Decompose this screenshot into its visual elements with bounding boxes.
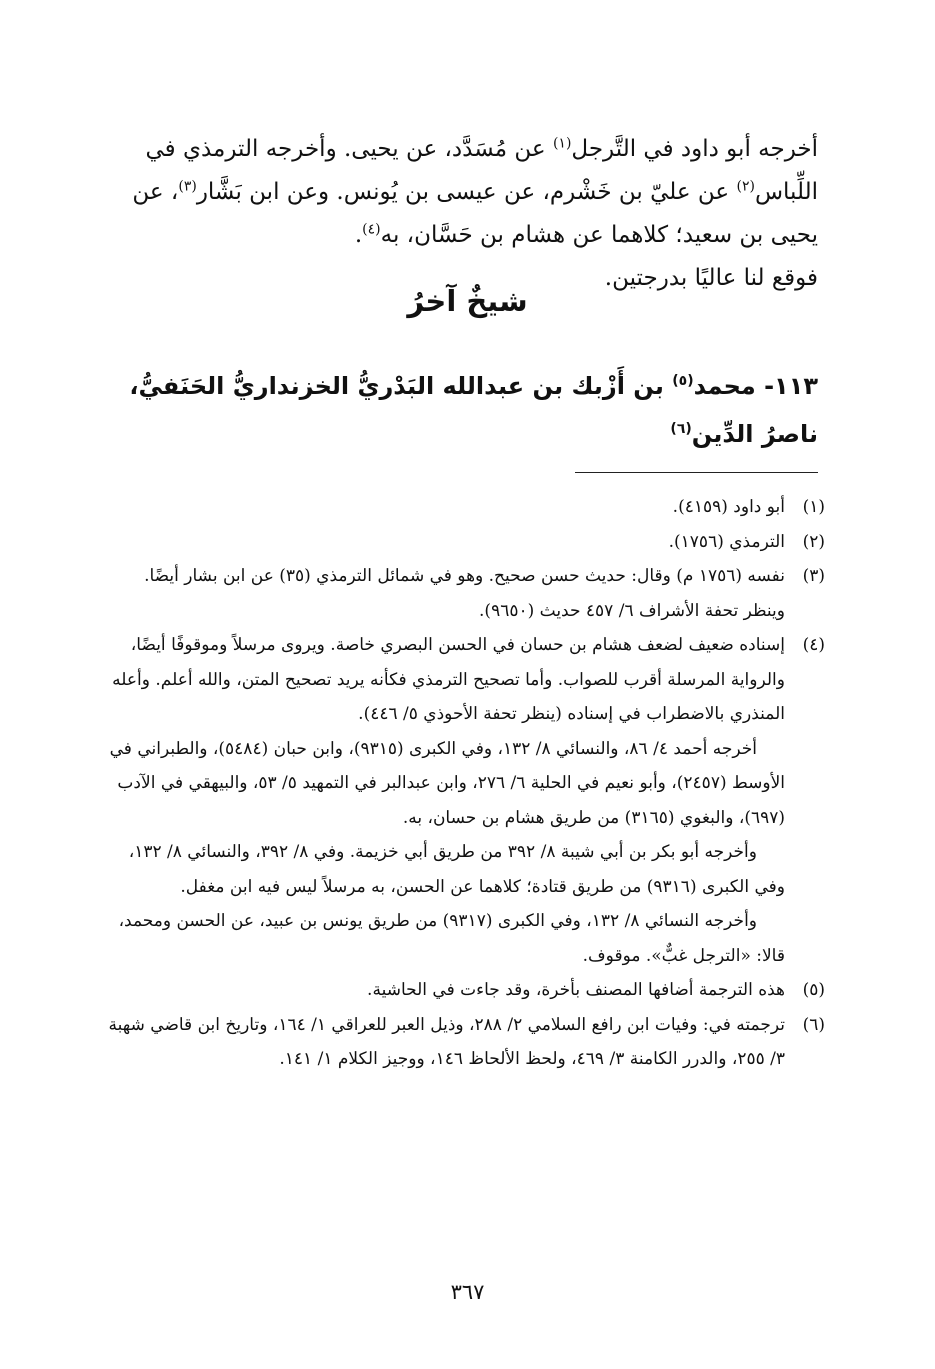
footnote-number: (٥) <box>802 980 825 1000</box>
entry-name-rest: بن أَزْبك بن عبدالله البَدْريُّ الخزنداريُّ الحَنَفيُّ، ناصرُ الدِّين <box>129 372 818 448</box>
page-number: ٣٦٧ <box>450 1280 485 1304</box>
entry-name: محمد <box>693 372 756 400</box>
footnote-number: (٦) <box>802 1014 825 1035</box>
footnote-number: (٣) <box>802 566 825 586</box>
main-paragraph: أخرجه أبو داود في التَّرجل$^{(١)}$ عن مُسَدَّد، عن يحيى. وأخرجه الترمذي في اللِّباس$^{(٢)}$ عن عليّ بن خَشْرم، عن عيسى بن يُونس. وعن ابن بَشَّار$^{(٣)}$، عن يحيى بن سعيد؛ كلاهما عن هشام بن حَسَّان، به$^{(٤)}$. <box>132 135 818 248</box>
footnote-text: هذه الترجمة أضافها المصنف بأخرة، وقد جاءت في الحاشية. <box>367 980 785 1000</box>
footnote-ref[interactable]: (٣) <box>178 178 197 195</box>
footnote <box>100 490 825 525</box>
footnote <box>100 973 825 1008</box>
footnote-text: أخرجه أحمد ٤/ ٨٦، والنسائي ٨/ ١٣٢، وفي الكبرى (٩٣١٥)، وابن حبان (٥٤٨٤)، والطبراني في الأوسط (٢٤٥٧)، وأبو نعيم في الحلية ٦/ ٢٧٦، وابن عبدالبر في التمهيد ٥/ ٥٣، والبيهقي في الآدب (٦٩٧)، والبغوي (٣١٦٥) من طريق هشام بن حسان، به. <box>109 738 785 828</box>
footnote-text: وأخرجه أبو بكر بن أبي شيبة ٨/ ٣٩٢ من طريق أبي خزيمة. وفي ٨/ ٣٩٢، والنسائي ٨/ ١٣٢، وفي الكبرى (٩٣١٦) من طريق قتادة؛ كلاهما عن الحسن، به مرسلاً ليس فيه ابن مغفل. <box>128 842 785 897</box>
footnote-number: (٢) <box>802 531 825 552</box>
footnote-ref[interactable]: (٦) <box>670 421 692 437</box>
biography-entry <box>100 362 818 458</box>
footnotes <box>100 490 825 1077</box>
footnote-separator <box>575 472 818 473</box>
footnote <box>100 559 825 628</box>
entry-number: ١١٣- <box>764 372 818 400</box>
footnote-number: (١) <box>802 497 825 517</box>
footnote-ref[interactable]: (٥) <box>672 373 694 389</box>
footnote-text: ترجمته في: وفيات ابن رافع السلامي ٢/ ٢٨٨، وذيل العبر للعراقي ١/ ١٦٤، وتاريخ ابن قاضي شهبة ٣/ ٢٥٥، والدرر الكامنة ٣/ ٤٦٩، ولحظ الألحاظ ١٤٦، ووجيز الكلام ١/ ١٤١. <box>108 1014 785 1069</box>
footnote <box>100 1008 825 1077</box>
footnote-text: نفسه (١٧٥٦ م) وقال: حديث حسن صحيح. وهو في شمائل الترمذي (٣٥) عن ابن بشار أيضًا. وينظر تحفة الأشراف ٦/ ٤٥٧ حديث (٩٦٥٠). <box>144 566 785 621</box>
footnote-number: (٤) <box>802 635 825 655</box>
main-closing-line: فوقع لنا عاليًا بدرجتين. <box>604 265 818 291</box>
footnote-text: إسناده ضعيف لضعف هشام بن حسان في الحسن البصري خاصة. ويروى مرسلاً وموقوفًا أيضًا، والرواية المرسلة أقرب للصواب. وأما تصحيح الترمذي فكأنه يريد تصحيح المتن، والله أعلم. وأعله المنذري بالاضطراب في إسناده (ينظر تحفة الأحوذي ٥/ ٤٤٦). <box>112 635 785 724</box>
footnote-ref[interactable]: (٤) <box>362 221 381 238</box>
footnote <box>100 525 825 560</box>
main-text <box>100 128 818 300</box>
footnote-text: أبو داود (٤١٥٩). <box>672 497 785 517</box>
footnote <box>100 628 825 973</box>
footnote-text: وأخرجه النسائي ٨/ ١٣٢، وفي الكبرى (٩٣١٧) من طريق يونس بن عبيد، عن الحسن ومحمد، قالا: «الترجل غبٌّ». موقوف. <box>118 911 785 966</box>
footnote-text: الترمذي (١٧٥٦). <box>668 531 785 552</box>
section-heading: شيخٌ آخرُ <box>407 284 528 318</box>
footnote-ref[interactable]: (١) <box>552 135 572 152</box>
footnote-ref[interactable]: (٢) <box>736 178 755 195</box>
